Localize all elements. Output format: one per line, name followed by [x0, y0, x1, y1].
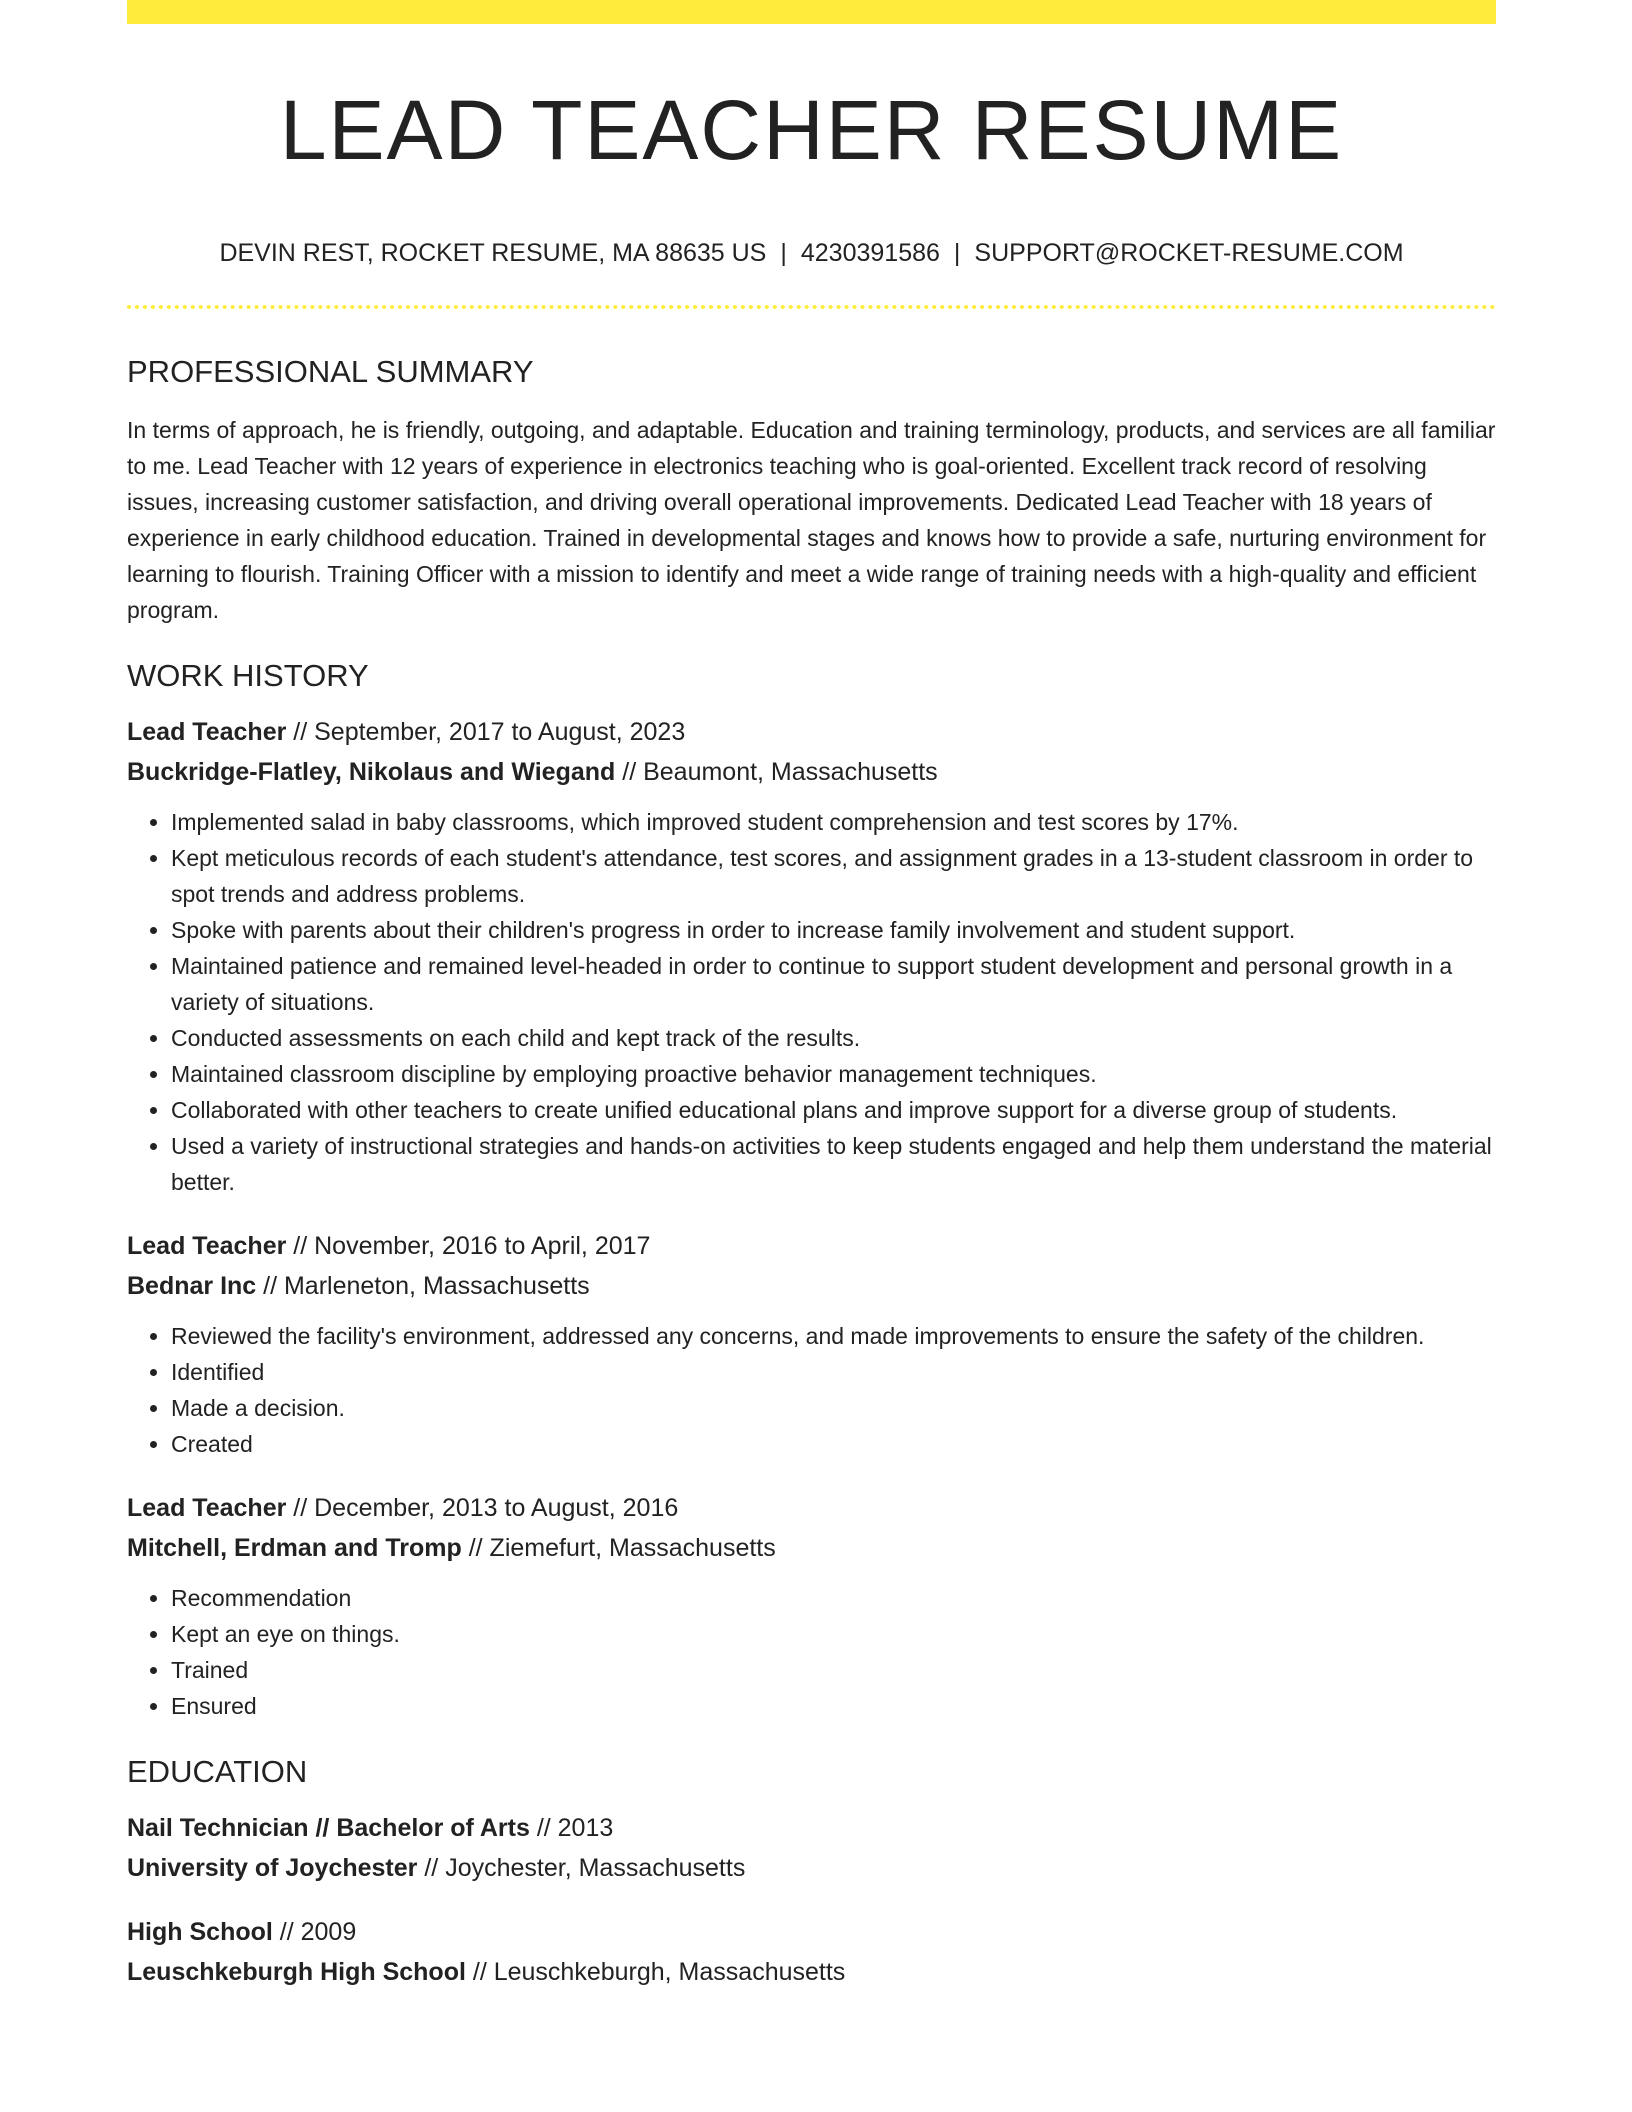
education-degree-line: [127, 1912, 1496, 1952]
education-heading: EDUCATION: [127, 1754, 308, 1789]
education-school: University of Joychester: [127, 1854, 418, 1882]
contact-separator: |: [953, 239, 961, 267]
list-item: • Recommendation: [171, 1580, 1496, 1616]
list-item: • Created: [171, 1426, 1496, 1462]
job-company-line: [127, 752, 1496, 792]
education-year: // 2009: [272, 1918, 357, 1946]
list-item: • Collaborated with other teachers to create unified educational plans and improve support for a diverse group of students.: [171, 1092, 1496, 1128]
job-company-line: [127, 1528, 1496, 1568]
education-school-line: [127, 1952, 1496, 1992]
page-title: LEAD TEACHER RESUME: [279, 83, 1344, 177]
job-dates: // September, 2017 to August, 2023: [286, 718, 686, 746]
list-item: • Kept meticulous records of each student's attendance, test scores, and assignment grades in a 13-student classroom in order to spot trends and address problems.: [171, 840, 1496, 912]
job-entry: [127, 1226, 1496, 1462]
job-dates: // December, 2013 to August, 2016: [286, 1494, 679, 1522]
education-entry: [127, 1808, 1496, 1888]
list-item: • Maintained patience and remained level-headed in order to continue to support student development and personal growth in a variety of situations.: [171, 948, 1496, 1020]
contact-separator: |: [780, 239, 787, 267]
list-item: • Ensured: [171, 1688, 1496, 1724]
list-item: • Spoke with parents about their children's progress in order to increase family involvement and student support.: [171, 912, 1496, 948]
job-role: Lead Teacher: [127, 1232, 287, 1260]
list-item: • Maintained classroom discipline by employing proactive behavior management techniques.: [171, 1056, 1496, 1092]
list-item: • Conducted assessments on each child and kept track of the results.: [171, 1020, 1496, 1056]
dotted-divider: [127, 305, 1496, 309]
job-role: Lead Teacher: [127, 718, 287, 746]
contact-email: SUPPORT@ROCKET-RESUME.COM: [974, 239, 1404, 267]
list-item: • Implemented salad in baby classrooms, which improved student comprehension and test scores by 17%.: [171, 804, 1496, 840]
education-year: // 2013: [529, 1814, 614, 1842]
job-title-line: [127, 1226, 1496, 1266]
job-role: Lead Teacher: [127, 1494, 287, 1522]
education-location: // Joychester, Massachusetts: [417, 1854, 746, 1882]
work-history-heading: WORK HISTORY: [127, 658, 369, 693]
list-item: • Used a variety of instructional strategies and hands-on activities to keep students engaged and help them understand the material better.: [171, 1128, 1496, 1200]
education-school-line: [127, 1848, 1496, 1888]
job-title-line: [127, 712, 1496, 752]
job-company: Buckridge-Flatley, Nikolaus and Wiegand: [127, 758, 616, 786]
summary-heading: PROFESSIONAL SUMMARY: [127, 354, 534, 389]
summary-section: [127, 350, 1496, 628]
job-dates: // November, 2016 to April, 2017: [286, 1232, 651, 1260]
education-degree: High School: [127, 1918, 273, 1946]
education-location: // Leuschkeburgh, Massachusetts: [465, 1958, 846, 1986]
education-degree-line: [127, 1808, 1496, 1848]
contact-phone: 4230391586: [800, 239, 940, 267]
job-title-line: [127, 1488, 1496, 1528]
job-company: Mitchell, Erdman and Tromp: [127, 1534, 462, 1562]
contact-address: DEVIN REST, ROCKET RESUME, MA 88635 US: [219, 239, 767, 267]
job-bullets: [127, 1318, 1496, 1462]
summary-text: In terms of approach, he is friendly, outgoing, and adaptable. Education and training terminology, products, and services are all familiar to me. Lead Teacher with 12 years of experience in electronics teaching who is goal-oriented. Excellent track record of resolving issues, increasing customer satisfaction, and driving overall operational improvements. Dedicated Lead Teacher with 18 years of experience in early childhood education. Trained in developmental stages and knows how to provide a safe, nurturing environment for learning to flourish. Training Officer with a mission to identify and meet a wide range of training needs with a high-quality and efficient program.: [127, 417, 1496, 623]
list-item: • Identified: [171, 1354, 1496, 1390]
education-school: Leuschkeburgh High School: [127, 1958, 466, 1986]
list-item: • Made a decision.: [171, 1390, 1496, 1426]
job-location: // Marleneton, Massachusetts: [256, 1272, 590, 1300]
job-company: Bednar Inc: [127, 1272, 257, 1300]
job-bullets: [127, 804, 1496, 1200]
education-degree: Nail Technician // Bachelor of Arts: [127, 1814, 530, 1842]
resume-content: [127, 350, 1496, 1992]
list-item: • Trained: [171, 1652, 1496, 1688]
job-entry: [127, 712, 1496, 1200]
job-company-line: [127, 1266, 1496, 1306]
job-location: // Ziemefurt, Massachusetts: [461, 1534, 776, 1562]
contact-line: [127, 236, 1496, 270]
job-bullets: [127, 1580, 1496, 1724]
work-history-section: [127, 654, 1496, 1724]
education-section: [127, 1750, 1496, 1992]
list-item: • Kept an eye on things.: [171, 1616, 1496, 1652]
education-entry: [127, 1912, 1496, 1992]
job-location: // Beaumont, Massachusetts: [615, 758, 938, 786]
accent-bar: [127, 0, 1496, 24]
job-entry: [127, 1488, 1496, 1724]
list-item: • Reviewed the facility's environment, addressed any concerns, and made improvements to ensure the safety of the children.: [171, 1318, 1496, 1354]
